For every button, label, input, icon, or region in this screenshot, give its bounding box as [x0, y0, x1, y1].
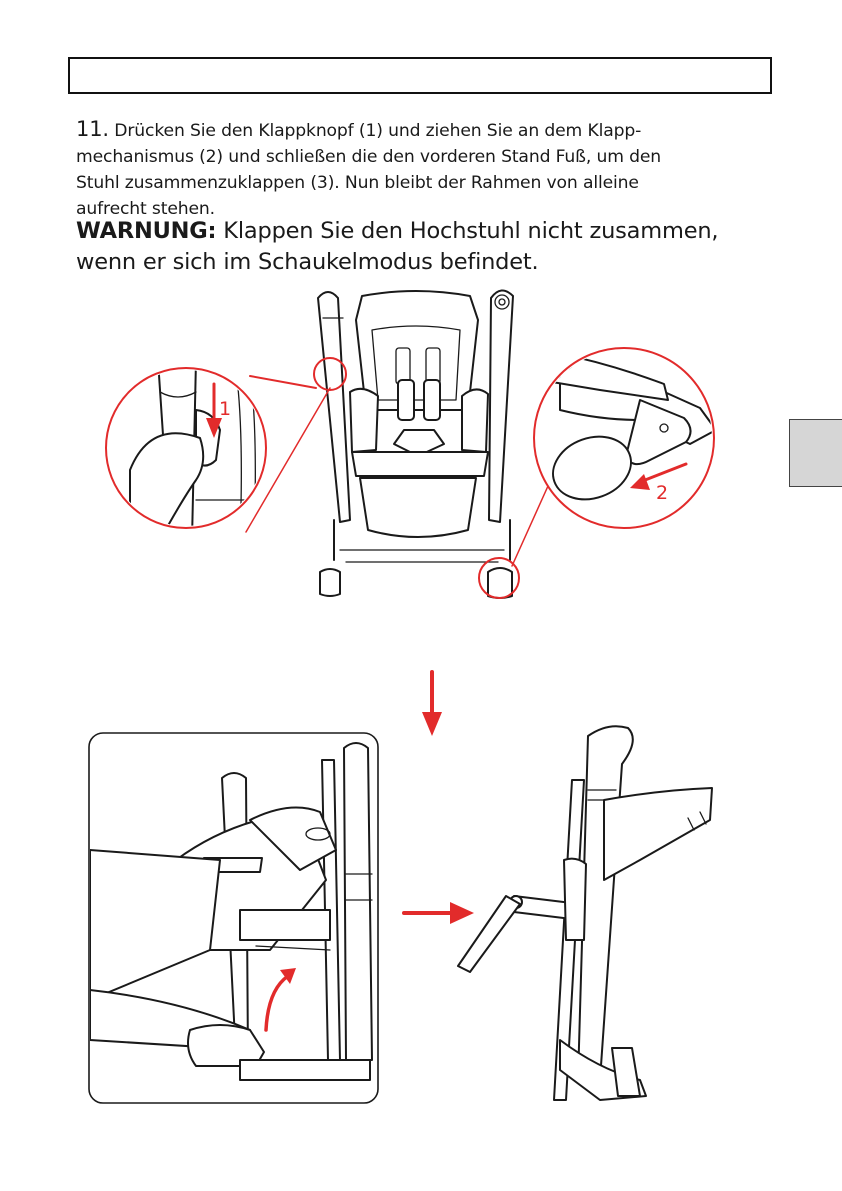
right-arrow: [404, 902, 474, 924]
warning-label: WARNUNG:: [76, 218, 217, 244]
folding-detail-panel: [89, 733, 378, 1103]
down-arrow: [422, 672, 442, 736]
folded-chair-illustration: [458, 726, 712, 1100]
warning-line-1: Klappen Sie den Hochstuhl nicht zusammen,: [223, 218, 719, 244]
instruction-line-3: Stuhl zusammenzuklappen (3). Nun bleibt der Rahmen von alleine: [76, 173, 639, 193]
instruction-line-2: mechanismus (2) und schließen die den vorderen Stand Fuß, um den: [76, 147, 662, 167]
callout-number-2: 2: [656, 482, 669, 504]
warning-line-2: wenn er sich im Schaukelmodus befindet.: [76, 249, 539, 275]
step-number: 11.: [76, 117, 109, 141]
instruction-line-1: Drücken Sie den Klappknopf (1) und ziehen Sie an dem Klapp-: [114, 121, 642, 141]
zoom-circle-button: [106, 360, 330, 540]
callout-number-1: 1: [219, 398, 232, 420]
high-chair-front-illustration: [314, 290, 519, 598]
zoom-circle-mechanism: [512, 348, 716, 566]
instruction-line-4: aufrecht stehen.: [76, 199, 215, 219]
